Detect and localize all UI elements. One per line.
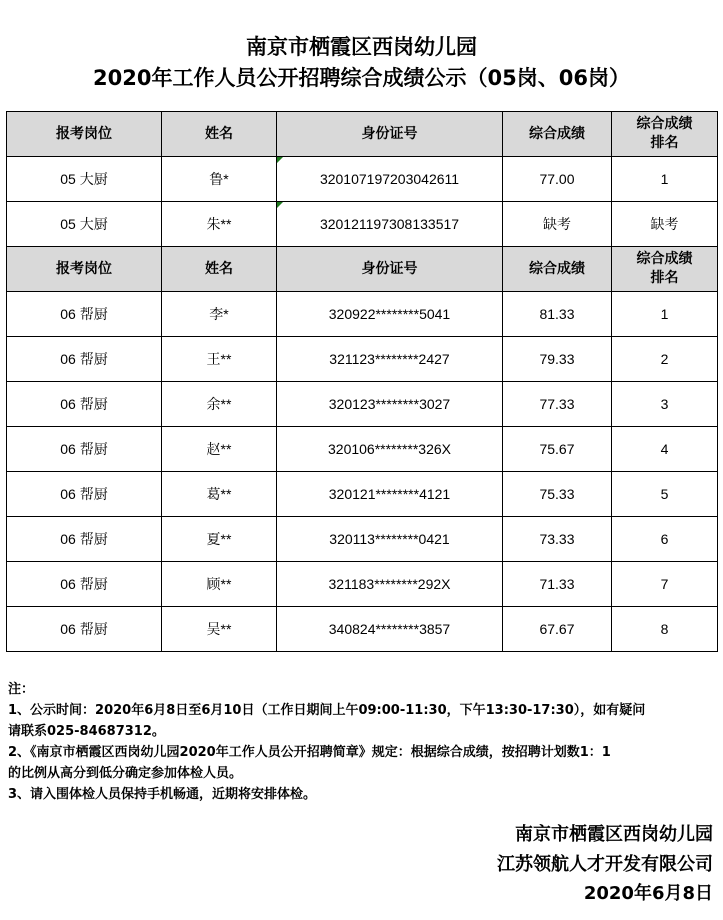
cell-id — [277, 202, 503, 247]
cell-name: 葛** — [162, 472, 277, 517]
cell-id: 320123********3027 — [277, 382, 503, 427]
table-row — [7, 382, 718, 427]
cell-name: 王** — [162, 337, 277, 382]
notes-label: 注： — [8, 682, 35, 697]
header-rank-line1: 综合成绩 — [636, 116, 693, 132]
cell-comment-marker-icon — [277, 202, 283, 208]
cell-score: 75.67 — [503, 427, 612, 472]
cell-score: 79.33 — [503, 337, 612, 382]
notes-section — [8, 679, 718, 805]
cell-name: 朱** — [162, 202, 277, 247]
cell-score: 73.33 — [503, 517, 612, 562]
cell-score: 缺考 — [503, 202, 612, 247]
note-line: 请联系025-84687312。 — [8, 724, 165, 739]
cell-post: 06 帮厨 — [7, 427, 162, 472]
cell-name: 余** — [162, 382, 277, 427]
cell-id-text: 320121197308133517 — [319, 216, 460, 232]
header-rank-line2: 排名 — [650, 135, 679, 151]
cell-post: 06 帮厨 — [7, 382, 162, 427]
cell-id: 340824********3857 — [277, 607, 503, 652]
cell-post: 06 帮厨 — [7, 517, 162, 562]
header-post: 报考岗位 — [7, 112, 162, 157]
cell-rank: 1 — [612, 157, 718, 202]
cell-rank: 1 — [612, 292, 718, 337]
note-line: 2、《南京市栖霞区西岗幼儿园2020年工作人员公开招聘简章》规定：根据综合成绩，按招聘计划数1：1 — [8, 745, 611, 760]
cell-post: 05 大厨 — [7, 157, 162, 202]
cell-id: 321183********292X — [277, 562, 503, 607]
cell-score: 77.00 — [503, 157, 612, 202]
cell-score: 75.33 — [503, 472, 612, 517]
cell-id: 320113********0421 — [277, 517, 503, 562]
table-row — [7, 472, 718, 517]
cell-score: 67.67 — [503, 607, 612, 652]
header-post: 报考岗位 — [7, 247, 162, 292]
cell-rank: 2 — [612, 337, 718, 382]
table-row — [7, 517, 718, 562]
cell-name: 夏** — [162, 517, 277, 562]
header-rank — [612, 247, 718, 292]
header-score: 综合成绩 — [503, 247, 612, 292]
cell-name: 赵** — [162, 427, 277, 472]
cell-rank: 5 — [612, 472, 718, 517]
cell-rank: 缺考 — [612, 202, 718, 247]
cell-id-text: 320107197203042611 — [319, 171, 460, 187]
header-rank-line1: 综合成绩 — [636, 251, 693, 267]
cell-id: 320121********4121 — [277, 472, 503, 517]
cell-name: 鲁* — [162, 157, 277, 202]
document-subtitle: 2020年工作人员公开招聘综合成绩公示（05岗、06岗） — [93, 66, 630, 90]
cell-post: 06 帮厨 — [7, 607, 162, 652]
table-row — [7, 337, 718, 382]
cell-name: 李* — [162, 292, 277, 337]
table-row — [7, 427, 718, 472]
cell-post: 06 帮厨 — [7, 337, 162, 382]
cell-rank: 3 — [612, 382, 718, 427]
results-table — [6, 111, 718, 652]
table-row — [7, 607, 718, 652]
header-rank — [612, 112, 718, 157]
header-name: 姓名 — [162, 247, 277, 292]
table-row — [7, 157, 718, 202]
cell-score: 71.33 — [503, 562, 612, 607]
table-row — [7, 202, 718, 247]
cell-post: 06 帮厨 — [7, 562, 162, 607]
table-row — [7, 292, 718, 337]
header-name: 姓名 — [162, 112, 277, 157]
cell-rank: 8 — [612, 607, 718, 652]
cell-rank: 4 — [612, 427, 718, 472]
table-row — [7, 562, 718, 607]
cell-name: 吴** — [162, 607, 277, 652]
header-score: 综合成绩 — [503, 112, 612, 157]
note-line: 1、公示时间：2020年6月8日至6月10日（工作日期间上午09:00-11:30，下午13:30-17:30），如有疑问 — [8, 703, 646, 718]
cell-post: 06 帮厨 — [7, 292, 162, 337]
cell-rank: 6 — [612, 517, 718, 562]
note-line: 的比例从高分到低分确定参加体检人员。 — [8, 766, 243, 781]
cell-id: 320106********326X — [277, 427, 503, 472]
document-title: 南京市栖霞区西岗幼儿园 — [246, 35, 477, 59]
table-header-row — [7, 247, 718, 292]
signature-org2: 江苏领航人才开发有限公司 — [497, 854, 713, 875]
header-id: 身份证号 — [277, 247, 503, 292]
cell-name: 顾** — [162, 562, 277, 607]
cell-id — [277, 157, 503, 202]
header-id: 身份证号 — [277, 112, 503, 157]
cell-score: 81.33 — [503, 292, 612, 337]
cell-score: 77.33 — [503, 382, 612, 427]
cell-id: 320922********5041 — [277, 292, 503, 337]
cell-post: 06 帮厨 — [7, 472, 162, 517]
signature-date: 2020年6月8日 — [583, 883, 713, 904]
note-line: 3、请入围体检人员保持手机畅通，近期将安排体检。 — [8, 787, 317, 802]
header-rank-line2: 排名 — [650, 270, 679, 286]
signature-org1: 南京市栖霞区西岗幼儿园 — [515, 824, 713, 845]
cell-comment-marker-icon — [277, 157, 283, 163]
table-header-row — [7, 112, 718, 157]
cell-rank: 7 — [612, 562, 718, 607]
cell-id: 321123********2427 — [277, 337, 503, 382]
cell-post: 05 大厨 — [7, 202, 162, 247]
